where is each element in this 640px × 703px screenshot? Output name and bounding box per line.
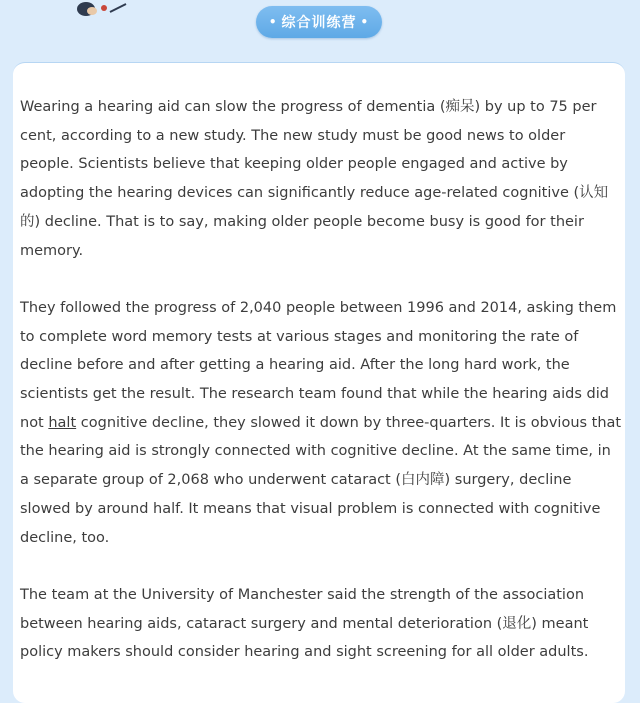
paragraph-1: Wearing a hearing aid can slow the progress of dementia (痴呆) by up to 75 per cent, according to a new study. The new study must be good news to older people. Scientists believe that keeping older people engaged and active by adopting the hearing devices can significantly reduce age-related cognitive (认知的) decline. That is to say, making older people become busy is good for their memory.: [20, 99, 609, 259]
paragraph-3: The team at the University of Manchester said the strength of the association between hearing aids, cataract surgery and mental deterioration (退化) meant policy makers should consider hearing and sight screening for all older adults.: [20, 586, 589, 661]
paragraph-2-part-1: They followed the progress of 2,040 people between 1996 and 2014, asking them to complete word memory tests at various stages and monitoring the rate of decline before and after getting a hearing aid. After the long hard work, the scientists get the result. The research team found that while the hearing aids did not: [20, 299, 617, 431]
section-badge: [256, 6, 382, 38]
paragraph-2-part-2: cognitive decline, they slowed it down by three-quarters. It is obvious that the hearing aid is strongly connected with cognitive decline. At the same time, in a separate group of 2,068 who underwent cataract (白内障) surgery, decline slowed by around half. It means that visual problem is connected with cognitive decline, too.: [20, 414, 622, 546]
paragraph-2: [20, 294, 622, 552]
article-card: [13, 62, 625, 703]
badge-label: 综合训练营: [281, 15, 357, 31]
article-body: [20, 93, 622, 696]
badge-dot-right: •: [360, 15, 370, 29]
underlined-word: halt: [48, 414, 77, 431]
badge-dot-left: •: [268, 15, 278, 29]
mascot-illustration: [74, 0, 134, 18]
